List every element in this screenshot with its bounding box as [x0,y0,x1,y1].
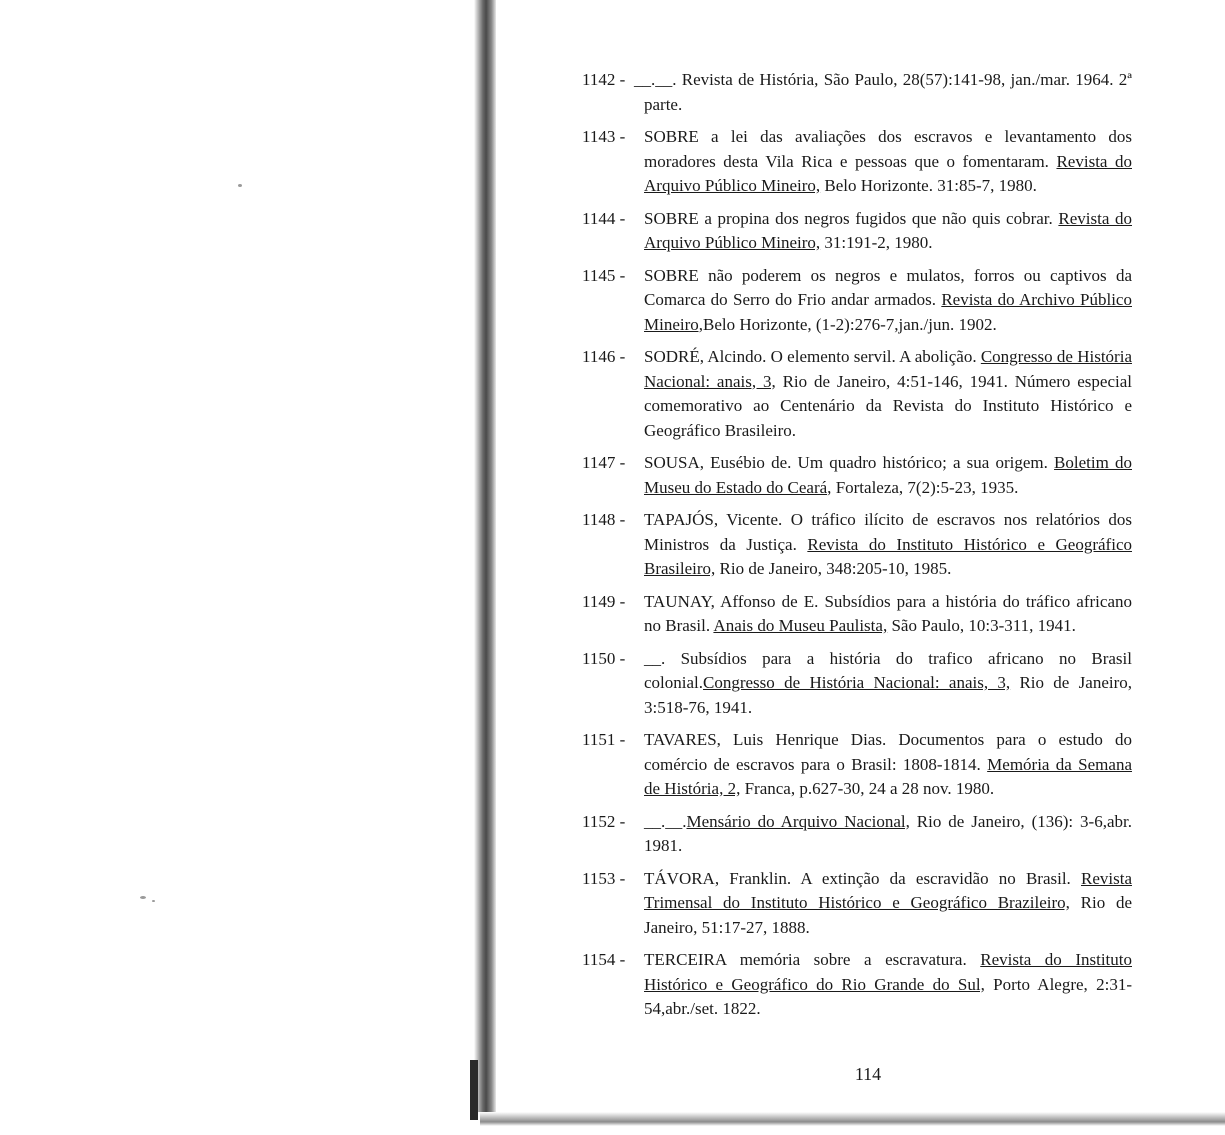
entry-text-part: SOBRE a lei das avaliações dos escravos e levantamento dos moradores desta Vila Rica e pessoas que o fomentaram. [644,127,1132,171]
entry-text-part: SOBRE não poderem os negros e mulatos, forros ou captivos da Comarca do Serro do Frio andar armados. [644,265,1132,309]
entry-text-part: São Paulo, 10:3-311, 1941. [887,616,1076,635]
bibliography-entry [582,345,1132,443]
entry-text-part: TÁVORA, Franklin. A extinção da escravidão no Brasil. [644,868,1081,888]
scan-speck [152,900,155,902]
entry-number: 1146 - [582,347,626,366]
entry-text [644,948,1132,1022]
entry-text-part: SOBRE a propina dos negros fugidos que não quis cobrar. [644,208,1059,228]
entry-text [644,508,1132,582]
scan-speck [238,184,242,187]
entry-text-part: __.__. [644,811,687,831]
entry-text-part: Rio de Janeiro, 51:17-27, 1888. [644,893,1133,937]
bibliography-entry [582,810,1132,859]
entry-number: 1145 - [582,265,626,285]
entry-source-title: Revista do Archivo Público Mineiro, [644,290,1132,334]
entry-source-title: Revista do Arquivo Público Mineiro, [644,151,1132,195]
entry-text [634,68,1132,117]
entry-text [644,867,1132,941]
scan-speck [140,896,146,899]
bibliography-entry [582,728,1132,802]
entry-number: 1147 - [582,453,626,472]
book-spine [474,0,496,1112]
entry-text-part: SOUSA, Eusébio de. Um quadro histórico; a sua origem. [644,453,1055,472]
entry-text-part: Rio de Janeiro, 348:205-10, 1985. [715,559,952,578]
entry-text [644,590,1132,639]
bibliography-entry [582,508,1132,582]
entry-number: 1144 - [582,208,626,228]
entry-source-title: Revista Trimensal do Instituto Histórico e Geográfico Brazileiro, [644,868,1132,912]
entry-text [644,728,1132,802]
entry-text-part: TAPAJÓS, Vicente. O tráfico ilícito de escravos nos relatórios dos Ministros da Justiça. [644,510,1132,554]
entry-text-part: SODRÉ, Alcindo. O elemento servil. A abolição. [644,347,981,366]
entry-source-title: Boletim do Museu do Estado do Ceará, [644,453,1132,497]
entry-text [644,345,1132,443]
bibliography-entry [582,125,1132,199]
entry-text-part: Porto Alegre, 2:31-54,abr./set. 1822. [644,974,1132,1018]
bibliography-entry [582,264,1132,338]
entry-source-title: Revista do Instituto Histórico e Geográfico do Rio Grande do Sul, [644,950,1132,994]
bibliography-entry [582,590,1132,639]
entry-number: 1151 - [582,730,626,749]
entry-number: 1149 - [582,591,626,611]
left-page [0,0,478,1135]
entry-number: 1152 - [582,811,626,831]
entry-text [644,451,1132,500]
entry-text-part: 31:191-2, 1980. [820,233,933,252]
bibliography-list [582,68,1132,1030]
entry-text-part: Rio de Janeiro, (136): 3-6,abr. 1981. [644,811,1132,855]
entry-source-title: Anais do Museu Paulista, [713,616,888,635]
entry-text-part: Franca, p.627-30, 24 a 28 nov. 1980. [740,779,995,798]
entry-text-part: Belo Horizonte, (1-2):276-7,jan./jun. 1902. [703,314,997,334]
page-bottom-edge [480,1112,1225,1126]
entry-source-title: Revista do Instituto Histórico e Geográfico Brasileiro, [644,534,1132,578]
entry-text [644,207,1132,256]
entry-text-part: __.__. Revista de História, São Paulo, 28(57):141-98, jan./mar. 1964. 2ª parte. [634,70,1132,114]
entry-text-part: Rio de Janeiro, 3:518-76, 1941. [644,673,1132,717]
entry-number: 1150 - [582,648,626,668]
entry-text [644,125,1132,199]
book-spine-shadow [470,1060,478,1120]
entry-text-part: TERCEIRA memória sobre a escravatura. [644,950,981,969]
entry-text [644,810,1132,859]
bibliography-entry [582,647,1132,721]
entry-text [644,264,1132,338]
entry-source-title: Congresso de História Nacional: anais, 3, [644,347,1132,391]
entry-number: 1154 - [582,950,626,969]
entry-source-title: Congresso de História Nacional: anais, 3, [703,673,1011,692]
entry-text-part: TAVARES, Luis Henrique Dias. Documentos para o estudo do comércio de escravos para o Brasil: 1808-1814. [644,730,1132,774]
entry-source-title: Memória da Semana de História, 2, [644,754,1132,798]
bibliography-entry [582,948,1132,1022]
entry-source-title: Mensário do Arquivo Nacional, [686,811,910,831]
entry-source-title: Revista do Arquivo Público Mineiro, [644,208,1132,252]
entry-number: 1148 - [582,510,626,529]
page-number: 114 [854,1064,882,1084]
entry-text-part: Rio de Janeiro, 4:51-146, 1941. Número especial comemorativo ao Centenário da Revista do Instituto Histórico e Geográfico Brasileiro. [644,371,1132,440]
bibliography-entry [582,451,1132,500]
entry-text-part: Fortaleza, 7(2):5-23, 1935. [831,477,1019,497]
entry-text [644,647,1132,721]
bibliography-entry [582,68,1132,117]
entry-text-part: __. Subsídios para a história do trafico africano no Brasil colonial. [644,648,1132,692]
entry-text-part: Belo Horizonte. 31:85-7, 1980. [820,176,1037,195]
bibliography-entry [582,207,1132,256]
bibliography-entry [582,867,1132,941]
entry-text-part: TAUNAY, Affonso de E. Subsídios para a história do tráfico africano no Brasil. [644,591,1132,635]
entry-number: 1153 - [582,868,626,888]
entry-number: 1142 - [582,70,626,89]
entry-number: 1143 - [582,127,626,146]
